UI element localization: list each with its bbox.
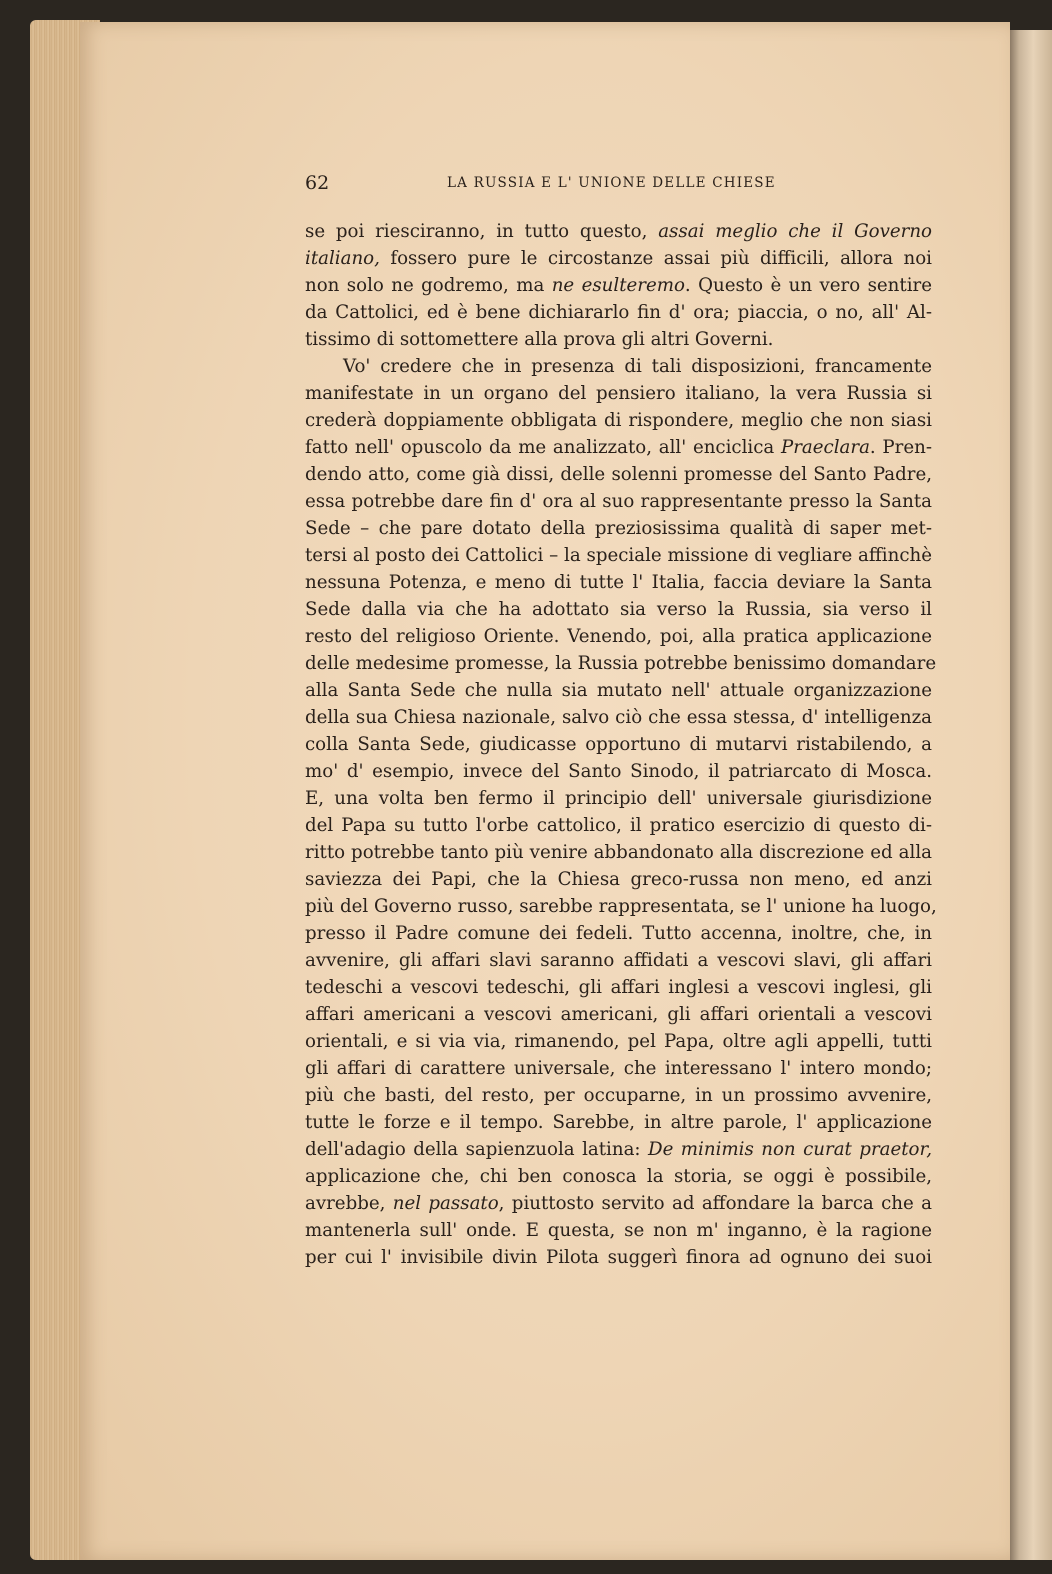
text-line: orientali, e si via via, rimanendo, pel Papa, oltre agli appelli, tutti: [305, 1031, 932, 1052]
text-line: ritto potrebbe tanto più venire abbandonato alla discrezione ed alla: [305, 842, 932, 863]
text-line: fatto nell' opuscolo da me analizzato, all' enciclica Praeclara. Pren-: [305, 437, 932, 458]
text-line: saviezza dei Papi, che la Chiesa greco-russa non meno, ed anzi: [305, 869, 932, 890]
text-line: da Cattolici, ed è bene dichiararlo fin d' ora; piaccia, o no, all' Al-: [305, 302, 932, 323]
text-line: manifestate in un organo del pensiero italiano, la vera Russia si: [305, 383, 932, 404]
text-line: della sua Chiesa nazionale, salvo ciò che essa stessa, d' intelligenza: [305, 707, 932, 728]
text-line: tersi al posto dei Cattolici – la speciale missione di vegliare affinchè: [305, 545, 932, 566]
text-line: dell'adagio della sapienzuola latina: De minimis non curat praetor,: [305, 1139, 932, 1160]
running-head: [305, 172, 932, 200]
text-line: alla Santa Sede che nulla sia mutato nell' attuale organizzazione: [305, 680, 932, 701]
text-line: E, una volta ben fermo il principio dell' universale giurisdizione: [305, 788, 932, 809]
text-line: tissimo di sottomettere alla prova gli altri Governi.: [305, 329, 774, 350]
text-line: se poi riesciranno, in tutto questo, assai meglio che il Governo: [305, 221, 932, 242]
page-number: 62: [305, 172, 330, 194]
text-line: avrebbe, nel passato, piuttosto servito ad affondare la barca che a: [305, 1193, 932, 1214]
text-line: più del Governo russo, sarebbe rappresentata, se l' unione ha luogo,: [305, 896, 937, 917]
text-line: colla Santa Sede, giudicasse opportuno di mutarvi ristabilendo, a: [305, 734, 932, 755]
text-line: resto del religioso Oriente. Venendo, poi, alla pratica applicazione: [305, 626, 932, 647]
text-line: essa potrebbe dare fin d' ora al suo rappresentante presso la Santa: [305, 491, 932, 512]
text-line: mantenerla sull' onde. E questa, se non m' inganno, è la ragione: [305, 1220, 932, 1241]
text-line: applicazione che, chi ben conosca la storia, se oggi è possibile,: [305, 1166, 932, 1187]
text-line: affari americani a vescovi americani, gli affari orientali a vescovi: [305, 1004, 932, 1025]
text-line: Vo' credere che in presenza di tali disposizioni, francamente: [343, 356, 932, 377]
text-line: non solo ne godremo, ma ne esulteremo. Questo è un vero sentire: [305, 275, 932, 296]
text-line: per cui l' invisibile divin Pilota suggerì finora ad ognuno dei suoi: [305, 1247, 932, 1268]
text-line: italiano, fossero pure le circostanze assai più difficili, allora noi: [305, 248, 932, 269]
book-cover-edge: [1005, 30, 1052, 1560]
text-line: presso il Padre comune dei fedeli. Tutto accenna, inoltre, che, in: [305, 923, 932, 944]
text-line: del Papa su tutto l'orbe cattolico, il pratico esercizio di questo di-: [305, 815, 932, 836]
text-line: dendo atto, come già dissi, delle solenni promesse del Santo Padre,: [305, 464, 932, 485]
running-title: LA RUSSIA E L' UNIONE DELLE CHIESE: [447, 175, 776, 191]
text-line: più che basti, del resto, per occuparne, in un prossimo avvenire,: [305, 1085, 932, 1106]
text-line: crederà doppiamente obbligata di rispondere, meglio che non siasi: [305, 410, 932, 431]
text-line: Sede dalla via che ha adottato sia verso la Russia, sia verso il: [305, 599, 932, 620]
text-line: Sede – che pare dotato della preziosissima qualità di saper met-: [305, 518, 932, 539]
text-line: tutte le forze e il tempo. Sarebbe, in altre parole, l' applicazione: [305, 1112, 932, 1133]
text-line: delle medesime promesse, la Russia potrebbe benissimo domandare: [305, 653, 937, 674]
text-line: avvenire, gli affari slavi saranno affidati a vescovi slavi, gli affari: [305, 950, 932, 971]
text-line: mo' d' esempio, invece del Santo Sinodo, il patriarcato di Mosca.: [305, 761, 932, 782]
text-line: nessuna Potenza, e meno di tutte l' Italia, faccia deviare la Santa: [305, 572, 932, 593]
body-text: [305, 218, 937, 1271]
text-line: gli affari di carattere universale, che interessano l' intero mondo;: [305, 1058, 932, 1079]
text-line: tedeschi a vescovi tedeschi, gli affari inglesi a vescovi inglesi, gli: [305, 977, 932, 998]
